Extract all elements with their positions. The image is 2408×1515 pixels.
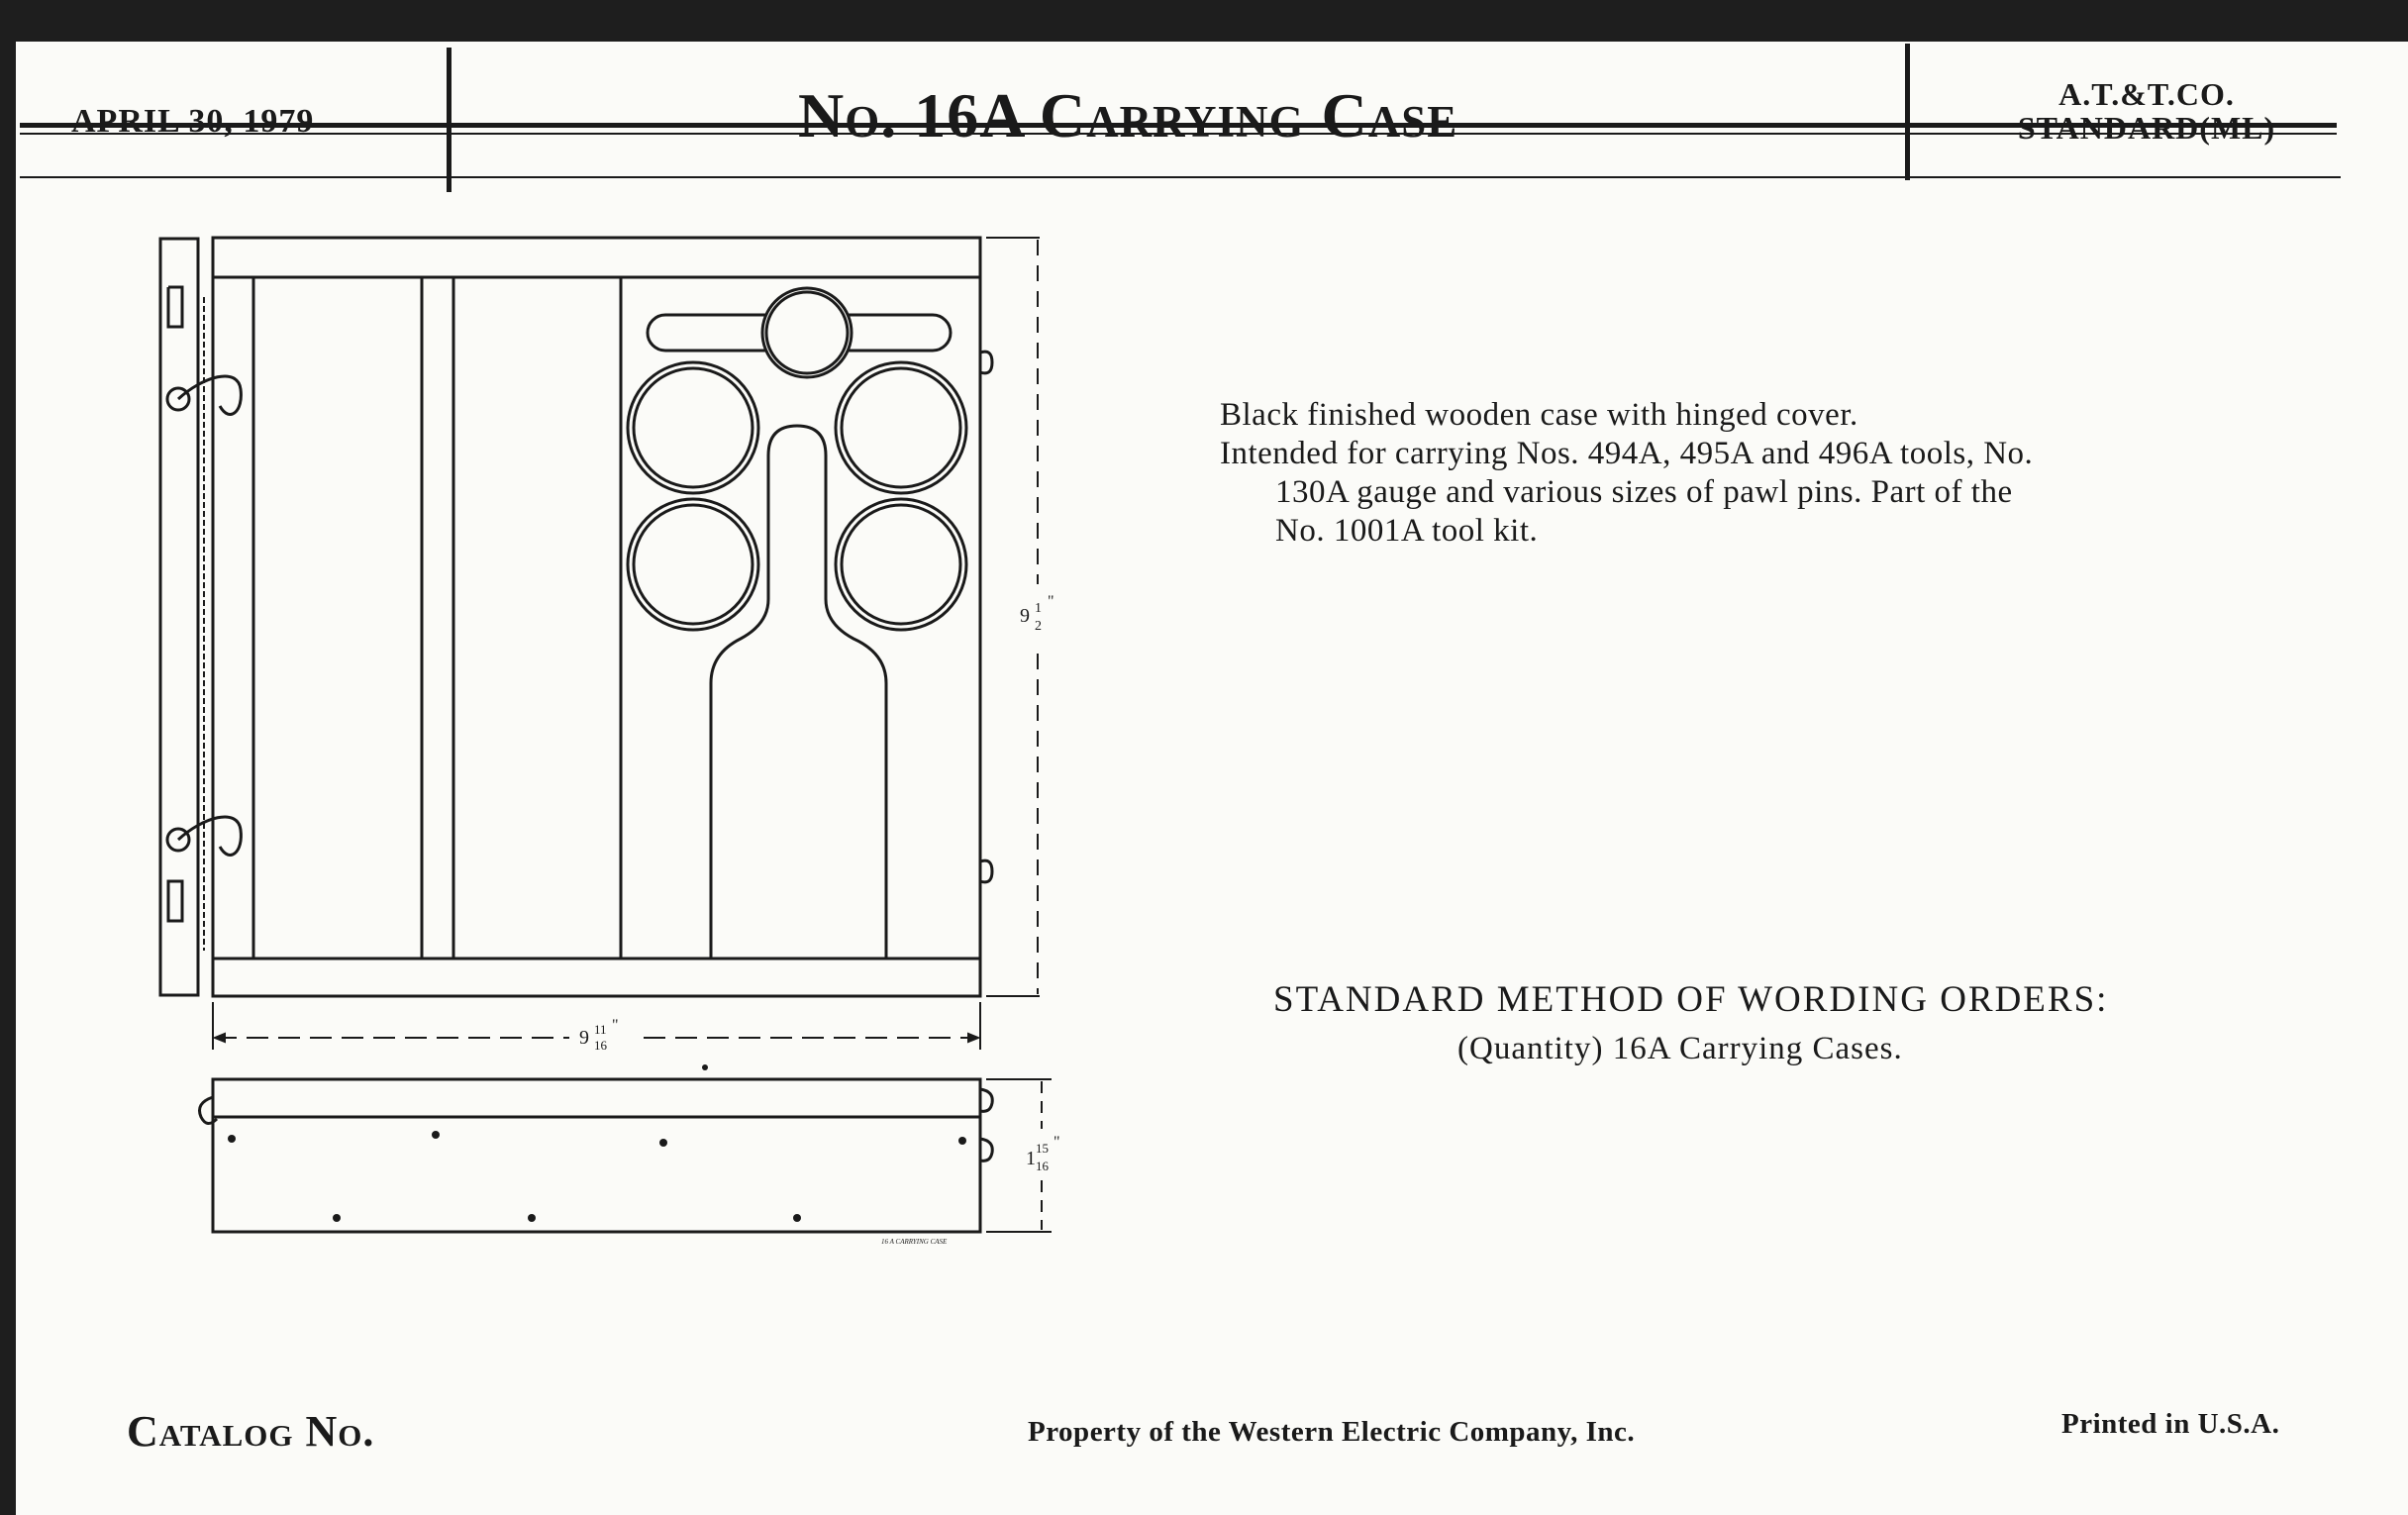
description-line-2: Intended for carrying Nos. 494A, 495A and 496A tools, No. xyxy=(1220,436,2034,471)
ordering-heading: STANDARD METHOD OF WORDING ORDERS: xyxy=(1273,979,2109,1020)
catalog-number-label: Catalog No. xyxy=(127,1407,375,1456)
description-line-3: 130A gauge and various sizes of pawl pins. Part of the xyxy=(1275,474,2013,510)
width-dim-num: 11 xyxy=(594,1022,607,1037)
case-side-view xyxy=(213,1079,980,1232)
property-notice: Property of the Western Electric Company, Inc. xyxy=(1028,1416,1636,1448)
height-dim-mark: " xyxy=(1048,593,1054,610)
width-dim-den: 16 xyxy=(594,1038,607,1053)
ordering-wording: (Quantity) 16A Carrying Cases. xyxy=(1457,1031,1903,1066)
width-dim-whole: 9 xyxy=(579,1027,589,1049)
page-title: No. 16A Carrying Case xyxy=(798,80,1458,151)
height-dim-num: 1 xyxy=(1035,601,1042,616)
printed-notice: Printed in U.S.A. xyxy=(2061,1408,2280,1440)
description-line-4: No. 1001A tool kit. xyxy=(1275,513,1539,549)
svg-text:": " xyxy=(1054,1134,1060,1151)
svg-text:": " xyxy=(612,1017,619,1034)
gauge-pocket xyxy=(711,426,886,959)
height-dim-whole: 9 xyxy=(1020,605,1030,627)
depth-dim-whole: 1 xyxy=(1026,1148,1036,1169)
standard-line-2: STANDARD(ML) xyxy=(2017,110,2276,146)
depth-dim-den: 16 xyxy=(1036,1159,1049,1173)
standard-line-1: A.T.&T.CO. xyxy=(2058,76,2235,112)
description-block xyxy=(1220,396,2033,551)
drawing-caption: 16 A CARRYING CASE xyxy=(881,1238,948,1246)
depth-dim-num: 15 xyxy=(1036,1141,1049,1156)
height-dim-den: 2 xyxy=(1035,619,1042,634)
description-line-1: Black finished wooden case with hinged cover. xyxy=(1220,397,1858,433)
date-label: APRIL 30, 1979 xyxy=(71,103,315,140)
